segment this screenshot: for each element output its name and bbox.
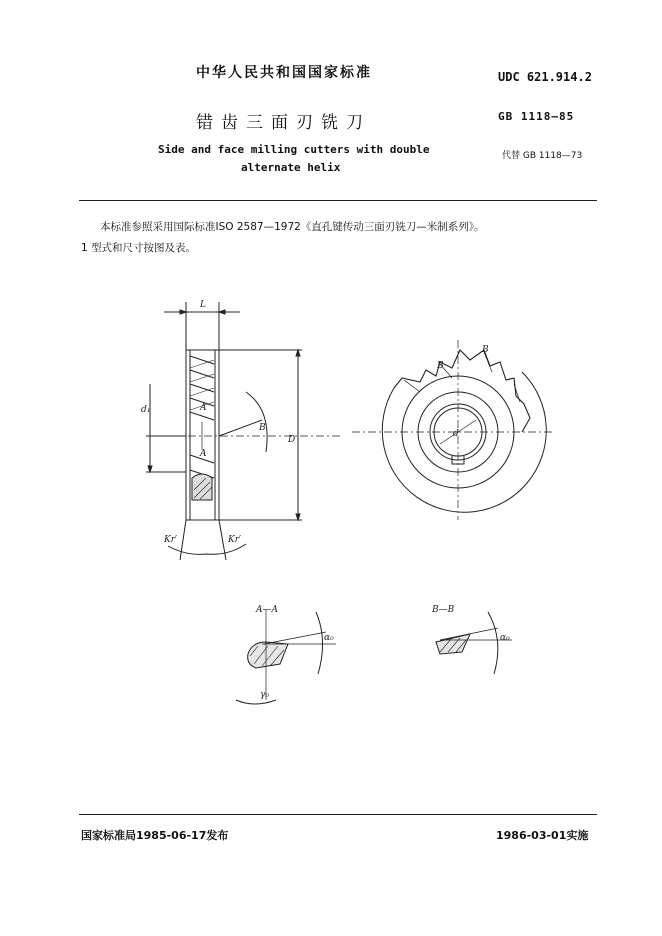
replaces-standard: 代替 GB 1118—73 <box>502 151 583 161</box>
english-title-line2: alternate helix <box>241 161 341 174</box>
effective-date: 1986-03-01实施 <box>496 829 589 842</box>
label-alpha0-bb: α₀ <box>500 633 510 643</box>
intro-paragraph: 本标准参照采用国际标准ISO 2587—1972《直孔键传动三面刃铣刀—米制系列》。 <box>100 221 485 233</box>
label-D: D <box>288 435 296 445</box>
section-aa <box>236 610 336 704</box>
label-L: L <box>200 300 206 310</box>
label-B-front-left: B <box>437 361 444 371</box>
label-gamma0: γ₀ <box>260 690 269 700</box>
label-section-aa: A—A <box>256 605 278 615</box>
label-A-upper: A <box>200 403 207 413</box>
label-B-front-right: B <box>482 345 489 355</box>
document-title: 错齿三面刃铣刀 <box>196 113 371 133</box>
label-B-side: B <box>259 423 266 433</box>
issuing-country-standard: 中华人民共和国国家标准 <box>196 65 372 81</box>
label-d1: d₁ <box>141 405 151 415</box>
section-bb <box>436 612 512 674</box>
label-Kr-left: Kr′ <box>164 535 178 545</box>
label-d: d <box>453 429 459 439</box>
side-view <box>146 302 340 560</box>
english-title-line1: Side and face milling cutters with double <box>158 143 430 156</box>
standard-number: GB 1118—85 <box>498 110 575 123</box>
section-1-text: 1 型式和尺寸按图及表。 <box>81 242 197 254</box>
issue-date: 国家标准局1985-06-17发布 <box>81 829 229 842</box>
footer-divider <box>79 814 597 815</box>
label-section-bb: B—B <box>432 605 455 615</box>
label-alpha0-aa: α₀ <box>324 633 334 643</box>
udc-number: UDC 621.914.2 <box>498 70 592 84</box>
label-A-lower: A <box>200 449 207 459</box>
label-Kr-right: Kr′ <box>228 535 242 545</box>
